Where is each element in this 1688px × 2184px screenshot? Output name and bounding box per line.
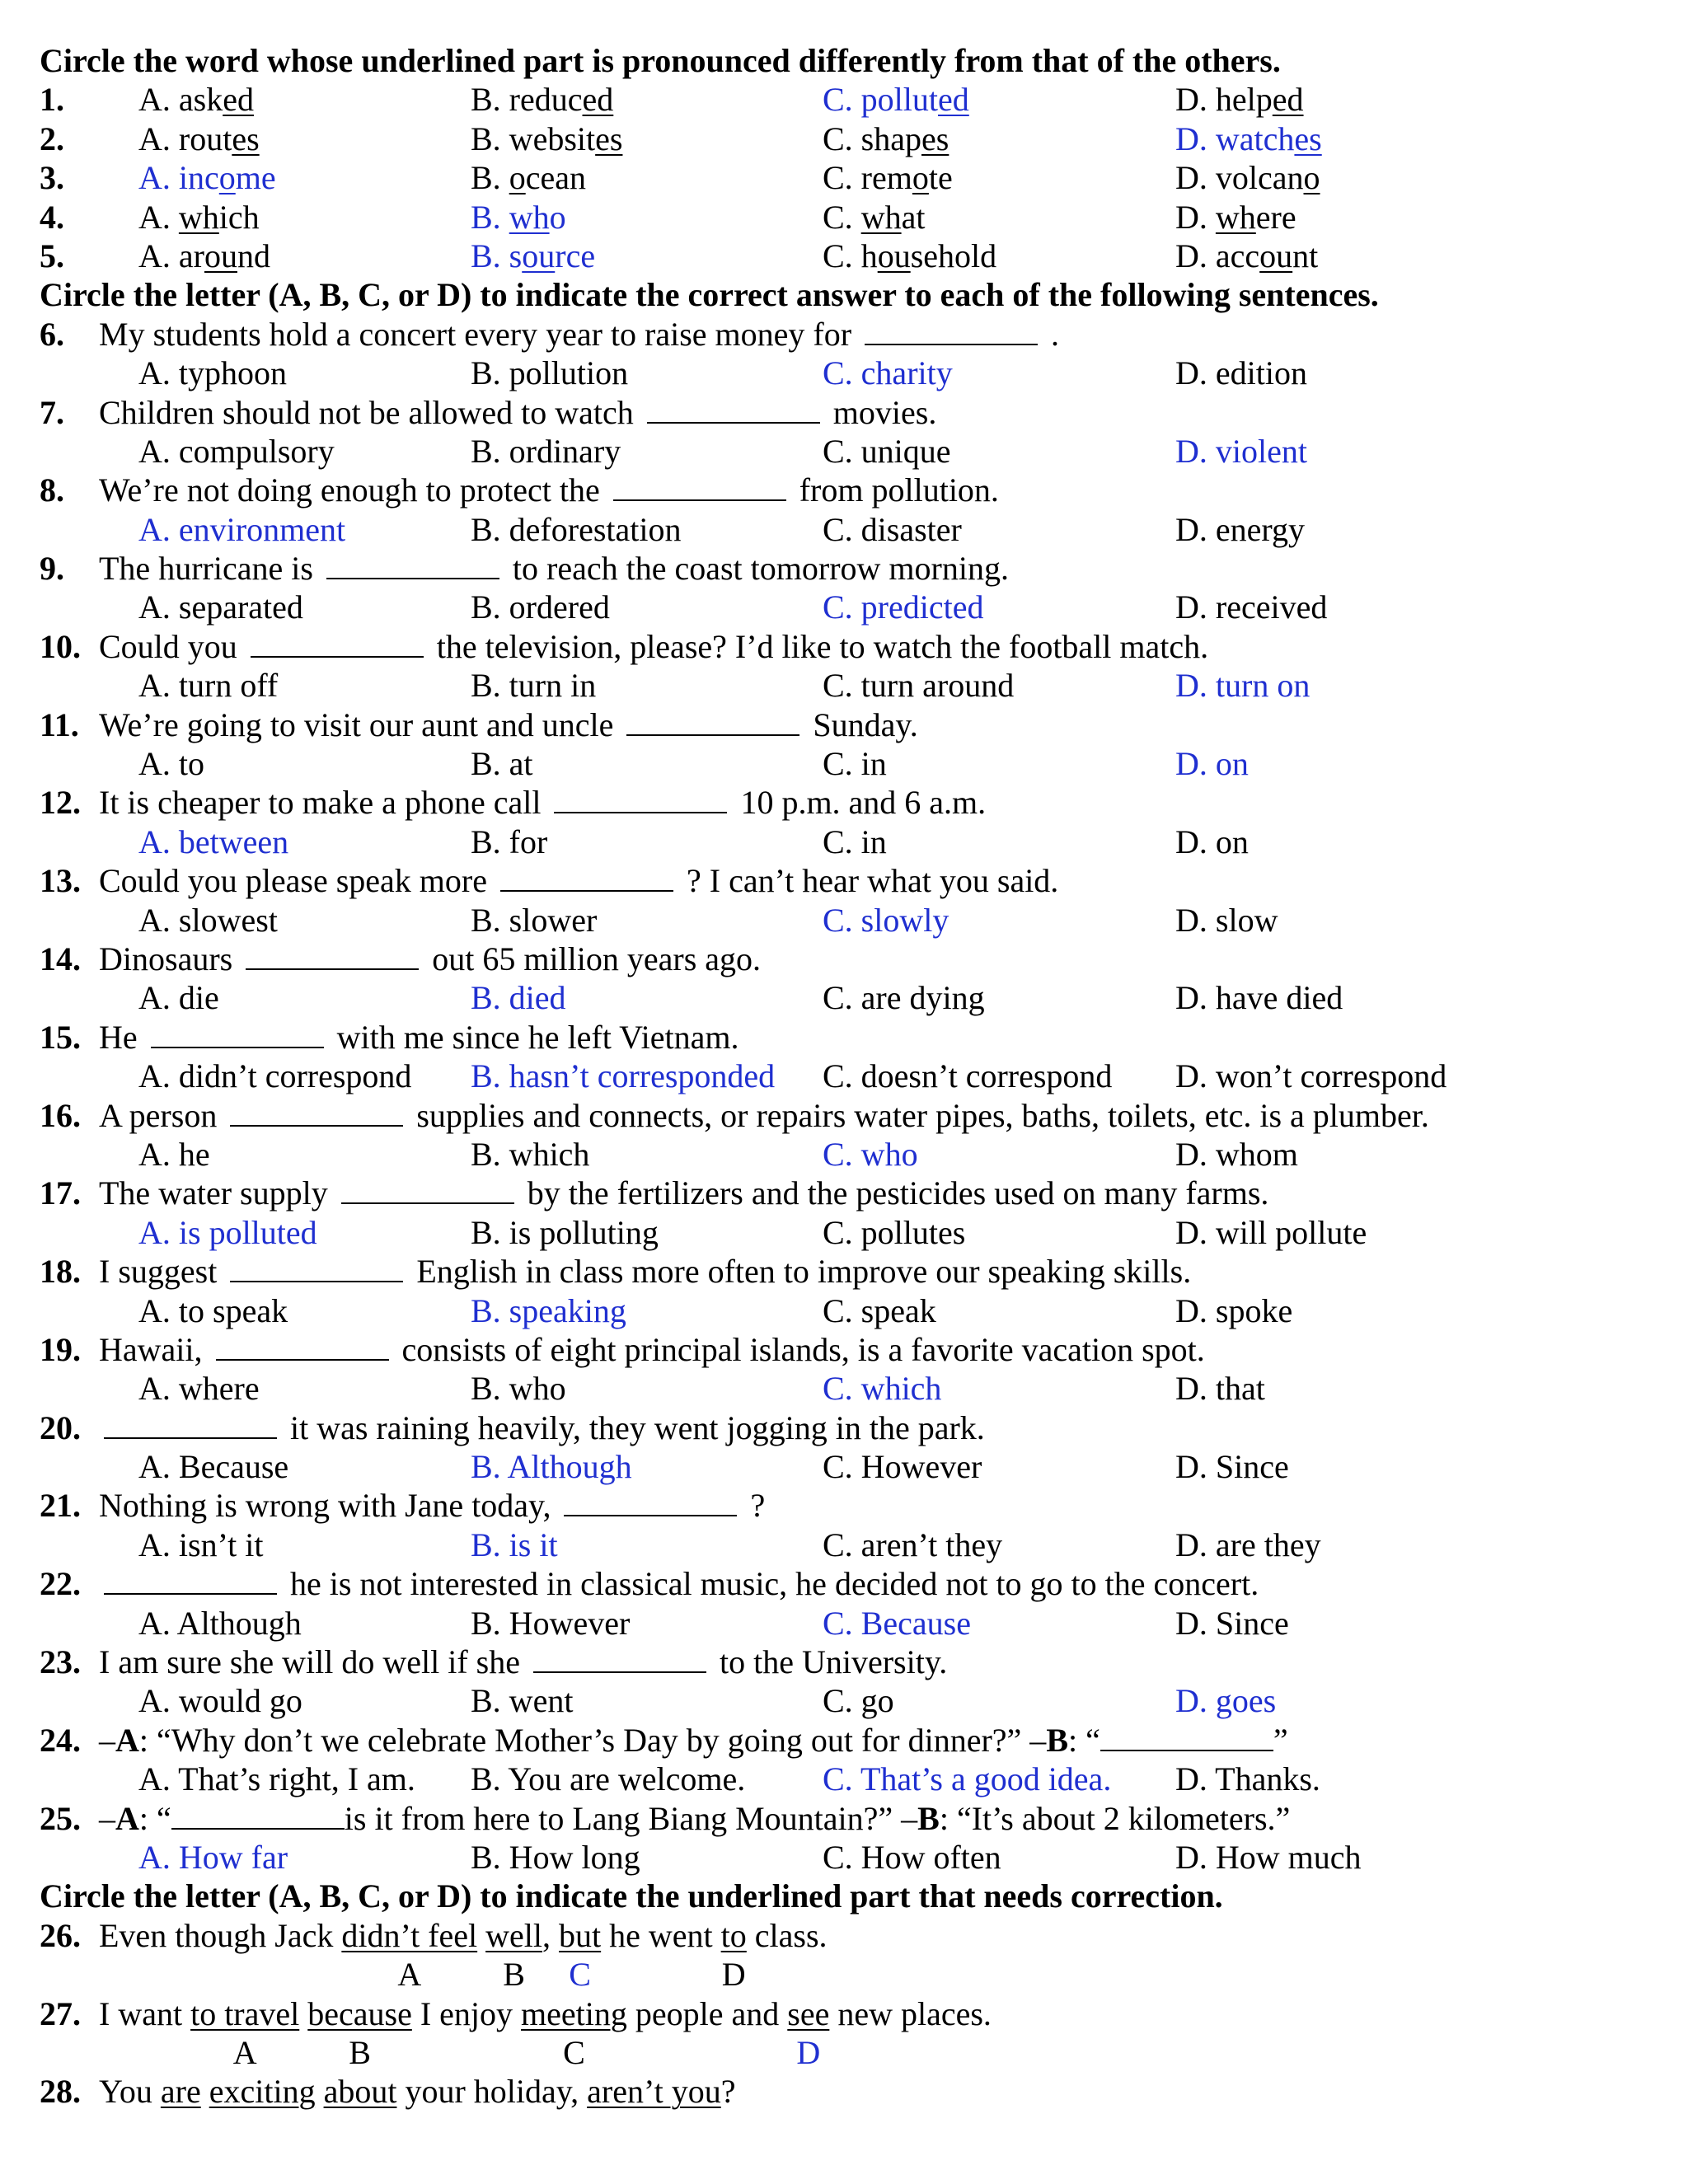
answer-blank bbox=[647, 394, 820, 424]
option-a: A. to speak bbox=[138, 1291, 288, 1329]
option-c: C. doesn’t correspond bbox=[823, 1057, 1113, 1095]
underlined-part: aren’t you bbox=[587, 2073, 721, 2111]
options-row bbox=[40, 901, 1655, 940]
speaker-a: A bbox=[115, 1799, 139, 1837]
question-sentence: I want to travel because I enjoy meeting people and see new places. bbox=[99, 1994, 992, 2032]
option-b: B. which bbox=[471, 1135, 590, 1173]
option-a: A. between bbox=[138, 823, 289, 860]
question-stem-row bbox=[40, 549, 1655, 588]
question-stem: We’re going to visit our aunt and uncle Sunday. bbox=[99, 705, 918, 743]
underlined-part: es bbox=[595, 120, 623, 157]
choice-letter-d: D bbox=[721, 1956, 746, 1994]
answer-blank bbox=[230, 1097, 403, 1127]
question-number: 11. bbox=[40, 705, 79, 743]
option-a: A. he bbox=[138, 1135, 210, 1173]
option-d: D. Since bbox=[1175, 1448, 1289, 1486]
question-number: 17. bbox=[40, 1174, 81, 1212]
options-row bbox=[40, 1604, 1655, 1643]
answer-blank bbox=[341, 1174, 514, 1204]
choice-letters-row bbox=[40, 2033, 1655, 2072]
question-stem: it was raining heavily, they went jogging in the park. bbox=[99, 1408, 985, 1447]
question-stem-row bbox=[40, 315, 1655, 354]
option-b: B. died bbox=[471, 979, 566, 1017]
option-b: B. went bbox=[471, 1682, 574, 1720]
option-c: C. in bbox=[823, 745, 887, 783]
underlined-part: es bbox=[1294, 120, 1322, 157]
options-row bbox=[40, 1447, 1655, 1486]
choice-letter-b: B bbox=[503, 1956, 525, 1994]
options-row bbox=[40, 744, 1655, 783]
option-d: D. violent bbox=[1175, 432, 1307, 470]
question-stem: Nothing is wrong with Jane today, ? bbox=[99, 1487, 766, 1525]
option-c: C. predicted bbox=[823, 588, 984, 626]
question-stem: The hurricane is to reach the coast tomorrow morning. bbox=[99, 550, 1009, 588]
question-number: 5. bbox=[40, 237, 64, 274]
option-a: A. compulsory bbox=[138, 432, 335, 470]
option-d: D. volcano bbox=[1175, 159, 1320, 197]
answer-blank bbox=[230, 1253, 403, 1282]
underlined-part: wh bbox=[1215, 198, 1256, 236]
option-a: A. separated bbox=[138, 588, 303, 626]
question-stem: I suggest English in class more often to improve our speaking skills. bbox=[99, 1253, 1192, 1291]
option-c: C. pollutes bbox=[823, 1213, 966, 1251]
speaker-b: B bbox=[1046, 1721, 1068, 1759]
option-c: C. go bbox=[823, 1682, 894, 1720]
answer-blank bbox=[104, 1565, 277, 1595]
answer-blank bbox=[626, 706, 799, 736]
underlined-part: ou bbox=[522, 237, 556, 274]
option-c: C. which bbox=[823, 1370, 942, 1408]
option-c: C. Because bbox=[823, 1604, 971, 1642]
option-a: A. where bbox=[138, 1370, 260, 1408]
option-a: A. die bbox=[138, 979, 219, 1017]
question-number: 15. bbox=[40, 1018, 81, 1056]
question-number: 26. bbox=[40, 1916, 81, 1954]
option-b: B. pollution bbox=[471, 354, 629, 392]
options-row bbox=[40, 1681, 1655, 1720]
underlined-part: didn’t feel bbox=[341, 1916, 478, 1954]
option-a: A. Because bbox=[138, 1448, 289, 1486]
question-stem: Children should not be allowed to watch movies. bbox=[99, 393, 937, 431]
question-stem: –A: “Why don’t we celebrate Mother’s Day by going out for dinner?” –B: “ ” bbox=[99, 1721, 1288, 1759]
question-stem-row bbox=[40, 1799, 1655, 1838]
answer-blank bbox=[104, 1409, 277, 1439]
underlined-part: see bbox=[787, 1994, 830, 2032]
option-d: D. will pollute bbox=[1175, 1213, 1367, 1251]
option-d: D. edition bbox=[1175, 354, 1307, 392]
option-a: A. around bbox=[138, 237, 270, 274]
underlined-part: wh bbox=[509, 198, 550, 236]
option-b: B. ocean bbox=[471, 159, 586, 197]
option-d: D. helped bbox=[1175, 81, 1304, 119]
underlined-part: because bbox=[307, 1994, 412, 2032]
question-number: 19. bbox=[40, 1330, 81, 1368]
option-b: B. at bbox=[471, 745, 533, 783]
option-c: C. who bbox=[823, 1135, 918, 1173]
question-stem-row bbox=[40, 393, 1655, 432]
answer-blank bbox=[554, 784, 727, 813]
option-a: A. routes bbox=[138, 120, 260, 157]
option-a: A. didn’t correspond bbox=[138, 1057, 412, 1095]
options-row bbox=[40, 1213, 1655, 1252]
option-b: B. Although bbox=[471, 1448, 632, 1486]
question-number: 2. bbox=[40, 120, 64, 157]
underlined-part: o bbox=[509, 159, 526, 197]
option-b: B. speaking bbox=[471, 1291, 626, 1329]
option-a: A. That’s right, I am. bbox=[138, 1760, 415, 1798]
option-b: B. is it bbox=[471, 1526, 558, 1563]
option-c: C. turn around bbox=[823, 667, 1015, 705]
option-c: C. disaster bbox=[823, 510, 962, 548]
question-number: 21. bbox=[40, 1487, 81, 1525]
option-c: C. charity bbox=[823, 354, 953, 392]
choice-letter-a: A bbox=[232, 2033, 257, 2071]
option-b: B. is polluting bbox=[471, 1213, 659, 1251]
pronunciation-question bbox=[40, 237, 1655, 275]
option-c: C. slowly bbox=[823, 901, 950, 939]
option-b: B. reduced bbox=[471, 81, 614, 119]
option-a: A. turn off bbox=[138, 667, 279, 705]
underlined-part: well bbox=[485, 1916, 543, 1954]
option-c: C. speak bbox=[823, 1291, 936, 1329]
question-stem-row bbox=[40, 1721, 1655, 1760]
section-heading bbox=[40, 41, 1655, 80]
question-stem-row bbox=[40, 783, 1655, 822]
options-row bbox=[40, 666, 1655, 705]
question-stem: Hawaii, consists of eight principal islands, is a favorite vacation spot. bbox=[99, 1330, 1205, 1368]
answer-blank bbox=[564, 1487, 737, 1516]
worksheet-content bbox=[40, 41, 1655, 2111]
question-number: 16. bbox=[40, 1096, 81, 1134]
option-b: B. However bbox=[471, 1604, 631, 1642]
option-c: C. household bbox=[823, 237, 997, 274]
option-b: B. who bbox=[471, 198, 566, 236]
answer-blank bbox=[246, 940, 419, 970]
answer-blank bbox=[171, 1800, 345, 1830]
pronunciation-question bbox=[40, 198, 1655, 237]
underlined-part: to travel bbox=[190, 1994, 300, 2032]
underlined-part: es bbox=[921, 120, 950, 157]
question-number: 10. bbox=[40, 627, 81, 665]
option-c: C. are dying bbox=[823, 979, 985, 1017]
option-d: D. watches bbox=[1175, 120, 1322, 157]
option-d: D. How much bbox=[1175, 1838, 1362, 1876]
question-number: 27. bbox=[40, 1994, 81, 2032]
options-row bbox=[40, 354, 1655, 392]
question-stem: Could you the television, please? I’d like to watch the football match. bbox=[99, 627, 1209, 665]
section-1-instruction: Circle the word whose underlined part is pronounced differently from that of the others. bbox=[40, 42, 1281, 79]
answer-blank bbox=[865, 316, 1038, 345]
question-stem-row bbox=[40, 1408, 1655, 1447]
answer-blank bbox=[151, 1019, 324, 1048]
option-c: C. However bbox=[823, 1448, 982, 1486]
error-question bbox=[40, 1916, 1655, 1955]
question-number: 7. bbox=[40, 393, 64, 431]
question-stem-row bbox=[40, 1174, 1655, 1212]
underlined-part: ed bbox=[582, 81, 614, 119]
option-a: A. asked bbox=[138, 81, 254, 119]
underlined-part: o bbox=[218, 159, 236, 197]
question-number: 14. bbox=[40, 940, 81, 977]
option-c: C. remote bbox=[823, 159, 953, 197]
question-number: 23. bbox=[40, 1643, 81, 1681]
speaker-a: A bbox=[115, 1721, 139, 1759]
underlined-part: are bbox=[160, 2073, 201, 2111]
answer-blank bbox=[613, 471, 786, 501]
question-number: 1. bbox=[40, 81, 64, 119]
option-b: B. turn in bbox=[471, 667, 597, 705]
option-d: D. that bbox=[1175, 1370, 1265, 1408]
question-stem-row bbox=[40, 1330, 1655, 1369]
option-d: D. Thanks. bbox=[1175, 1760, 1320, 1798]
option-d: D. energy bbox=[1175, 510, 1305, 548]
choice-letter-c: C bbox=[569, 1956, 591, 1994]
option-d: D. turn on bbox=[1175, 667, 1311, 705]
option-d: D. slow bbox=[1175, 901, 1278, 939]
options-row bbox=[40, 1057, 1655, 1095]
option-b: B. websites bbox=[471, 120, 623, 157]
underlined-part: o bbox=[1303, 159, 1320, 197]
question-stem: Dinosaurs out 65 million years ago. bbox=[99, 940, 762, 977]
question-stem-row bbox=[40, 1486, 1655, 1525]
option-b: B. ordered bbox=[471, 588, 610, 626]
option-d: D. account bbox=[1175, 237, 1319, 274]
option-a: A. typhoon bbox=[138, 354, 287, 392]
option-c: C. unique bbox=[823, 432, 951, 470]
question-stem: The water supply by the fertilizers and the pesticides used on many farms. bbox=[99, 1174, 1269, 1212]
underlined-part: meeting bbox=[521, 1994, 627, 2032]
option-c: C. That’s a good idea. bbox=[823, 1760, 1112, 1798]
options-row bbox=[40, 978, 1655, 1017]
question-number: 28. bbox=[40, 2073, 81, 2111]
options-row bbox=[40, 1135, 1655, 1174]
question-number: 22. bbox=[40, 1565, 81, 1603]
option-d: D. have died bbox=[1175, 979, 1343, 1017]
question-stem-row bbox=[40, 1564, 1655, 1603]
options-row bbox=[40, 1838, 1655, 1877]
underlined-part: exciting bbox=[209, 2073, 316, 2111]
option-c: C. polluted bbox=[823, 81, 969, 119]
question-number: 4. bbox=[40, 198, 64, 236]
option-c: C. shapes bbox=[823, 120, 950, 157]
answer-blank bbox=[1100, 1722, 1273, 1751]
question-stem: he is not interested in classical music, he decided not to go to the concert. bbox=[99, 1564, 1259, 1603]
question-stem-row bbox=[40, 940, 1655, 978]
options-row bbox=[40, 1291, 1655, 1330]
underlined-part: es bbox=[232, 120, 260, 157]
question-sentence: You are exciting about your holiday, aren’t you? bbox=[99, 2073, 736, 2111]
underlined-part: ou bbox=[204, 237, 237, 274]
options-row bbox=[40, 588, 1655, 626]
question-stem-row bbox=[40, 627, 1655, 666]
answer-blank bbox=[533, 1643, 706, 1673]
question-number: 18. bbox=[40, 1253, 81, 1291]
underlined-part: to bbox=[720, 1916, 747, 1954]
options-row bbox=[40, 432, 1655, 471]
option-a: A. is polluted bbox=[138, 1213, 317, 1251]
option-a: A. Although bbox=[138, 1604, 302, 1642]
question-stem: My students hold a concert every year to raise money for . bbox=[99, 315, 1060, 353]
option-b: B. You are welcome. bbox=[471, 1760, 746, 1798]
option-d: D. on bbox=[1175, 745, 1249, 783]
option-b: B. How long bbox=[471, 1838, 640, 1876]
option-c: C. in bbox=[823, 823, 887, 860]
choice-letter-c: C bbox=[563, 2033, 585, 2071]
option-d: D. goes bbox=[1175, 1682, 1277, 1720]
underlined-part: o bbox=[912, 159, 929, 197]
option-b: B. for bbox=[471, 823, 548, 860]
underlined-part: ou bbox=[1259, 237, 1293, 274]
underlined-part: but bbox=[559, 1916, 602, 1954]
underlined-part: ed bbox=[1272, 81, 1304, 119]
question-stem: It is cheaper to make a phone call 10 p.m. and 6 a.m. bbox=[99, 784, 987, 822]
question-sentence: Even though Jack didn’t feel well, but he went to class. bbox=[99, 1916, 828, 1954]
answer-blank bbox=[216, 1331, 389, 1361]
option-d: D. are they bbox=[1175, 1526, 1321, 1563]
question-number: 3. bbox=[40, 159, 64, 197]
options-row bbox=[40, 823, 1655, 861]
option-b: B. hasn’t corresponded bbox=[471, 1057, 776, 1095]
option-b: B. slower bbox=[471, 901, 598, 939]
question-stem-row bbox=[40, 861, 1655, 900]
option-b: B. who bbox=[471, 1370, 566, 1408]
choice-letter-b: B bbox=[349, 2033, 371, 2071]
option-d: D. won’t correspond bbox=[1175, 1057, 1447, 1095]
speaker-b: B bbox=[917, 1799, 940, 1837]
option-c: C. aren’t they bbox=[823, 1526, 1003, 1563]
pronunciation-question bbox=[40, 158, 1655, 197]
option-b: B. source bbox=[471, 237, 596, 274]
question-stem-row bbox=[40, 1018, 1655, 1057]
underlined-part: wh bbox=[178, 198, 219, 236]
error-question bbox=[40, 2072, 1655, 2111]
option-a: A. slowest bbox=[138, 901, 278, 939]
question-stem: A person supplies and connects, or repairs water pipes, baths, toilets, etc. is a plumber. bbox=[99, 1096, 1429, 1134]
answer-blank bbox=[500, 862, 673, 892]
option-b: B. ordinary bbox=[471, 432, 621, 470]
underlined-part: about bbox=[323, 2073, 397, 2111]
option-d: D. whom bbox=[1175, 1135, 1298, 1173]
option-c: C. what bbox=[823, 198, 926, 236]
option-a: A. would go bbox=[138, 1682, 302, 1720]
section-3-instruction: Circle the letter (A, B, C, or D) to indicate the underlined part that needs correction. bbox=[40, 1877, 1223, 1915]
question-stem-row bbox=[40, 1252, 1655, 1291]
question-stem: We’re not doing enough to protect the from pollution. bbox=[99, 471, 999, 509]
option-a: A. which bbox=[138, 198, 260, 236]
question-stem: Could you please speak more ? I can’t hear what you said. bbox=[99, 862, 1059, 900]
option-b: B. deforestation bbox=[471, 510, 682, 548]
option-d: D. where bbox=[1175, 198, 1296, 236]
section-heading bbox=[40, 275, 1655, 314]
question-stem: He with me since he left Vietnam. bbox=[99, 1018, 739, 1056]
section-heading bbox=[40, 1877, 1655, 1915]
question-stem-row bbox=[40, 705, 1655, 744]
options-row bbox=[40, 1526, 1655, 1564]
option-a: A. isn’t it bbox=[138, 1526, 264, 1563]
option-a: A. to bbox=[138, 745, 204, 783]
options-row bbox=[40, 1369, 1655, 1408]
question-stem: –A: “ is it from here to Lang Biang Mountain?” –B: “It’s about 2 kilometers.” bbox=[99, 1799, 1291, 1837]
question-number: 25. bbox=[40, 1799, 81, 1837]
choice-letter-a: A bbox=[397, 1956, 422, 1994]
option-d: D. spoke bbox=[1175, 1291, 1293, 1329]
underlined-part: wh bbox=[860, 198, 902, 236]
options-row bbox=[40, 510, 1655, 549]
question-number: 13. bbox=[40, 862, 81, 900]
pronunciation-question bbox=[40, 120, 1655, 158]
option-d: D. Since bbox=[1175, 1604, 1289, 1642]
answer-blank bbox=[251, 628, 424, 658]
option-d: D. received bbox=[1175, 588, 1328, 626]
option-a: A. How far bbox=[138, 1838, 288, 1876]
option-d: D. on bbox=[1175, 823, 1249, 860]
underlined-part: ou bbox=[877, 237, 911, 274]
pronunciation-question bbox=[40, 80, 1655, 119]
option-a: A. environment bbox=[138, 510, 346, 548]
option-c: C. How often bbox=[823, 1838, 1001, 1876]
options-row bbox=[40, 1760, 1655, 1798]
question-stem-row bbox=[40, 471, 1655, 509]
option-a: A. income bbox=[138, 159, 276, 197]
question-number: 9. bbox=[40, 550, 64, 588]
choice-letters-row bbox=[40, 1955, 1655, 1994]
question-number: 12. bbox=[40, 784, 81, 822]
question-stem-row bbox=[40, 1643, 1655, 1681]
question-stem: I am sure she will do well if she to the University. bbox=[99, 1643, 948, 1681]
underlined-part: ed bbox=[938, 81, 969, 119]
question-stem-row bbox=[40, 1096, 1655, 1135]
underlined-part: ed bbox=[223, 81, 254, 119]
question-number: 24. bbox=[40, 1721, 81, 1759]
question-number: 20. bbox=[40, 1408, 81, 1446]
section-2-instruction: Circle the letter (A, B, C, or D) to indicate the correct answer to each of the following sentences. bbox=[40, 276, 1379, 314]
choice-letter-d: D bbox=[796, 2033, 821, 2071]
error-question bbox=[40, 1994, 1655, 2033]
answer-blank bbox=[326, 550, 499, 579]
question-number: 6. bbox=[40, 315, 64, 353]
question-number: 8. bbox=[40, 471, 64, 509]
